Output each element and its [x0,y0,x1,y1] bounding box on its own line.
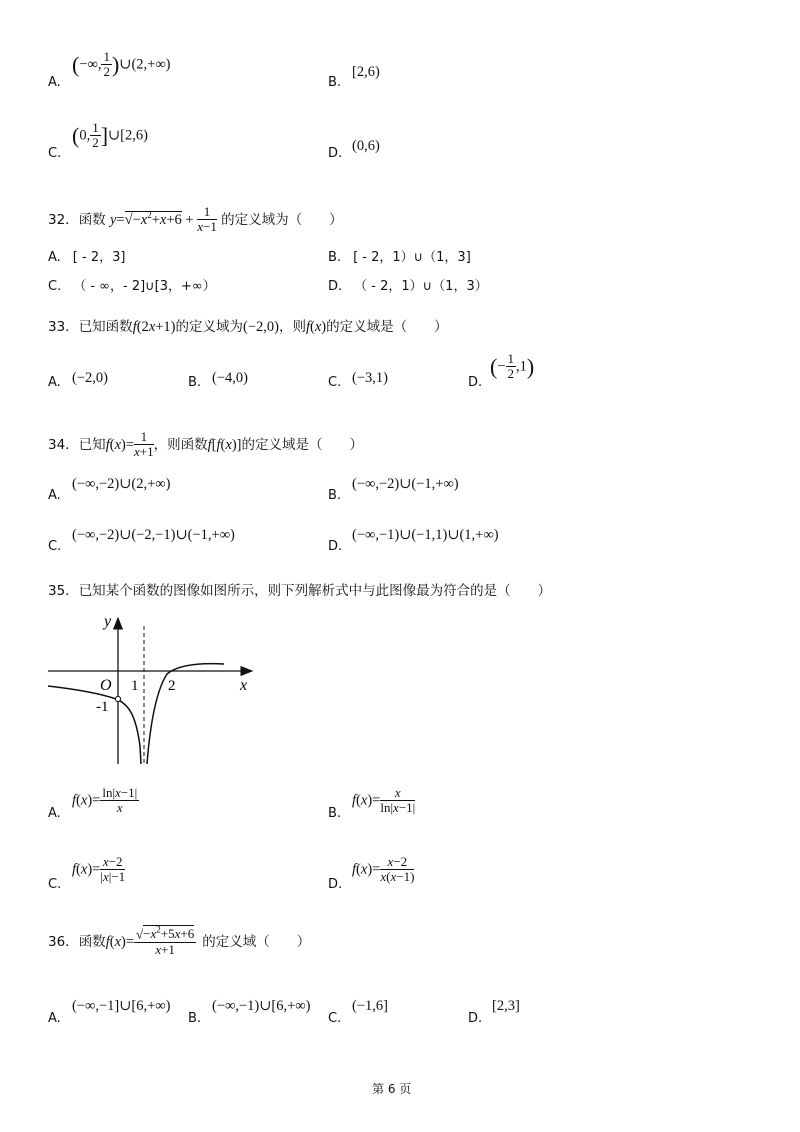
tick-label-1: 1 [131,678,139,694]
q31-option-b-label: B. [328,75,342,90]
q33-option-b-expr: (−4,0) [212,370,248,386]
q34-option-c-expr: (−∞,−2)∪(−2,−1)∪(−1,+∞) [72,527,235,543]
tick-label-2: 2 [168,678,176,694]
q31-option-a-expr: (−∞, $\frac{1}{2}$ )∪(2,+∞) [72,49,171,80]
q35-option-c-expr: f(x)= $\frac{x-2}{|x|-1}$ [72,854,126,885]
open-point [115,696,120,701]
q33-option-a-expr: (−2,0) [72,370,108,386]
q35-function-graph [44,606,264,771]
q36-option-d-label: D. [468,1011,483,1026]
q31-option-c-label: C. [48,146,62,161]
q34-option-d-expr: (−∞,−1)∪(−1,1)∪(1,+∞) [352,527,499,543]
q36-option-a-expr: (−∞,−1]∪[6,+∞) [72,998,171,1014]
page-number: 第 6 页 [372,1082,412,1096]
q34-option-a-label: A. [48,488,61,503]
q33-option-c-expr: (−3,1) [352,370,388,386]
q31-option-d-label: D. [328,146,343,161]
q35-option-a-label: A. [48,806,61,821]
q31-option-a-label: A. [48,75,61,90]
q33-stem: 33．已知函数f(2x+1)的定义域为(−2,0)，则f(x)的定义域是（ ） [48,319,448,335]
q36-option-d-expr: [2,3] [492,998,520,1014]
q33-option-d-expr: (− $\frac{1}{2}$ ,1) [490,351,535,382]
curve-left-branch [48,686,141,764]
q35-option-a-expr: f(x)= $\frac{\ln|x-1|}{x}$ [72,785,138,816]
q36-option-c-label: C. [328,1011,342,1026]
q32-option-c: C. （ - ∞，- 2]∪[3，+∞） [48,279,216,294]
curve-right-branch [147,664,224,764]
q32-option-b: B. [ - 2，1）∪（1，3] [328,250,471,265]
q34-option-d-label: D. [328,539,343,554]
q36-option-c-expr: (−1,6] [352,998,388,1014]
q33-option-a-label: A. [48,375,61,390]
q36-option-b-label: B. [188,1011,202,1026]
q34-option-a-expr: (−∞,−2)∪(2,+∞) [72,476,171,492]
q31-option-c-expr: (0, $\frac{1}{2}$ ]∪[2,6) [72,120,148,151]
q32-option-a: A. [ - 2，3] [48,250,126,265]
q33-option-b-label: B. [188,375,202,390]
q36-stem: 36．函数f(x)= $\frac{√-x^2+5x+6}{x+1}$ 的定义域（ ） [48,925,311,957]
q36-option-b-expr: (−∞,−1)∪[6,+∞) [212,998,311,1014]
q35-option-d-label: D. [328,877,343,892]
x-axis-label: x [240,677,248,694]
y-axis-label: y [104,613,112,630]
q34-option-b-expr: (−∞,−2)∪(−1,+∞) [352,476,459,492]
q31-option-b-expr: [2,6) [352,64,380,80]
q35-option-b-label: B. [328,806,342,821]
q35-stem: 35．已知某个函数的图像如图所示，则下列解析式中与此图像最为符合的是（ ） [48,583,552,599]
q35-option-c-label: C. [48,877,62,892]
q32-option-d: D. （ - 2，1）∪（1，3） [328,279,488,294]
q36-option-a-label: A. [48,1011,61,1026]
q33-option-d-label: D. [468,375,483,390]
q35-option-b-expr: f(x)= $\frac{x}{\ln|x-1|}$ [352,785,416,816]
q34-option-b-label: B. [328,488,342,503]
q33-option-c-label: C. [328,375,342,390]
origin-label: O [100,677,112,694]
q34-stem: 34．已知f(x)= $\frac{1}{x+1}$ ，则函数f[f(x)]的定义域是（ ） [48,429,363,460]
q31-option-d-expr: (0,6) [352,138,380,154]
q35-option-d-expr: f(x)= $\frac{x-2}{x(x-1)}$ [352,854,415,885]
tick-label-neg1: -1 [96,699,109,715]
q34-option-c-label: C. [48,539,62,554]
q32-stem: 32．函数 $y=√-x^2+x+6$ + $\frac{1}{x-1}$ 的定义域为（ ） [48,204,343,235]
